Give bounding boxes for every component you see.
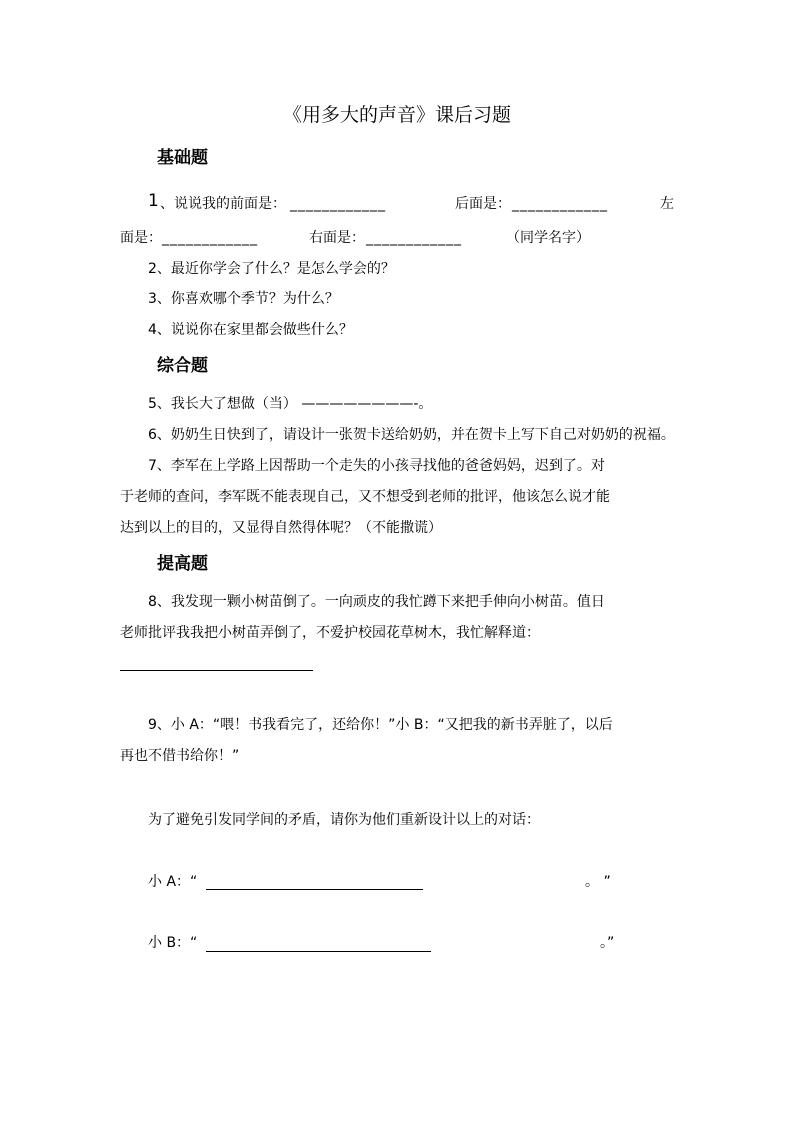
- q1-note: （同学名字）: [506, 230, 590, 246]
- question-9-line-1: 9、小 A：“喂！书我看完了，还给你！”小 B：“又把我的新书弄脏了，以后: [148, 717, 613, 733]
- q1-blank-left: ____________: [162, 230, 258, 246]
- question-8-line-1: 8、我发现一颗小树苗倒了。一向顽皮的我忙蹲下来把手伸向小树苗。值日: [148, 594, 605, 610]
- question-9-line-2: 再也不借书给你！”: [120, 748, 240, 764]
- question-5: 5、我长大了想做（当） ————————-。: [148, 396, 433, 412]
- q1-number: 1: [148, 191, 159, 211]
- q1-text-back: 后面是：: [455, 196, 511, 212]
- question-6: 6、奶奶生日快到了，请设计一张贺卡送给奶奶，并在贺卡上写下自己对奶奶的祝福。: [148, 427, 675, 443]
- question-3: 3、你喜欢哪个季节？为什么？: [148, 291, 339, 307]
- dialog-b-label: 小 B：“: [148, 935, 198, 951]
- q1-blank-right: ____________: [366, 230, 462, 246]
- dialog-a-answer-line: [206, 889, 423, 890]
- question-8-line-2: 老师批评我我把小树苗弄倒了，不爱护校园花草树木，我忙解释道：: [120, 625, 540, 641]
- question-7-line-3: 达到以上的目的，又显得自然得体呢？（不能撒谎）: [120, 520, 442, 536]
- q1-text-right: 右面是：: [309, 230, 365, 246]
- section-heading-advanced: 提高题: [157, 554, 208, 574]
- dialog-b-end: 。”: [600, 935, 615, 951]
- dialog-a-label: 小 A：“: [148, 874, 198, 890]
- question-7-line-1: 7、李军在上学路上因帮助一个走失的小孩寻找他的爸爸妈妈，迟到了。对: [148, 458, 605, 474]
- question-7-line-2: 于老师的查问，李军既不能表现自己，又不想受到老师的批评，他该怎么说才能: [120, 489, 610, 505]
- dialog-b-answer-line: [206, 951, 431, 952]
- q1-blank-front: ____________: [290, 196, 386, 212]
- section-heading-basic: 基础题: [157, 148, 208, 168]
- section-heading-comprehensive: 综合题: [157, 356, 208, 376]
- question-2: 2、最近你学会了什么？是怎么学会的？: [148, 261, 395, 277]
- q8-answer-line: [120, 670, 313, 671]
- q1-text-left-face: 面是：: [120, 230, 162, 246]
- dialog-a-end: 。 ”: [585, 874, 611, 890]
- question-4: 4、说说你在家里都会做些什么？: [148, 322, 353, 338]
- q1-text-left: 左: [660, 196, 674, 212]
- page-title: 《用多大的声音》课后习题: [282, 104, 511, 126]
- q1-blank-back: ____________: [512, 196, 608, 212]
- question-9-instruction: 为了避免引发同学间的矛盾，请你为他们重新设计以上的对话：: [148, 812, 540, 828]
- q1-text-front: 、说说我的前面是：: [160, 196, 286, 212]
